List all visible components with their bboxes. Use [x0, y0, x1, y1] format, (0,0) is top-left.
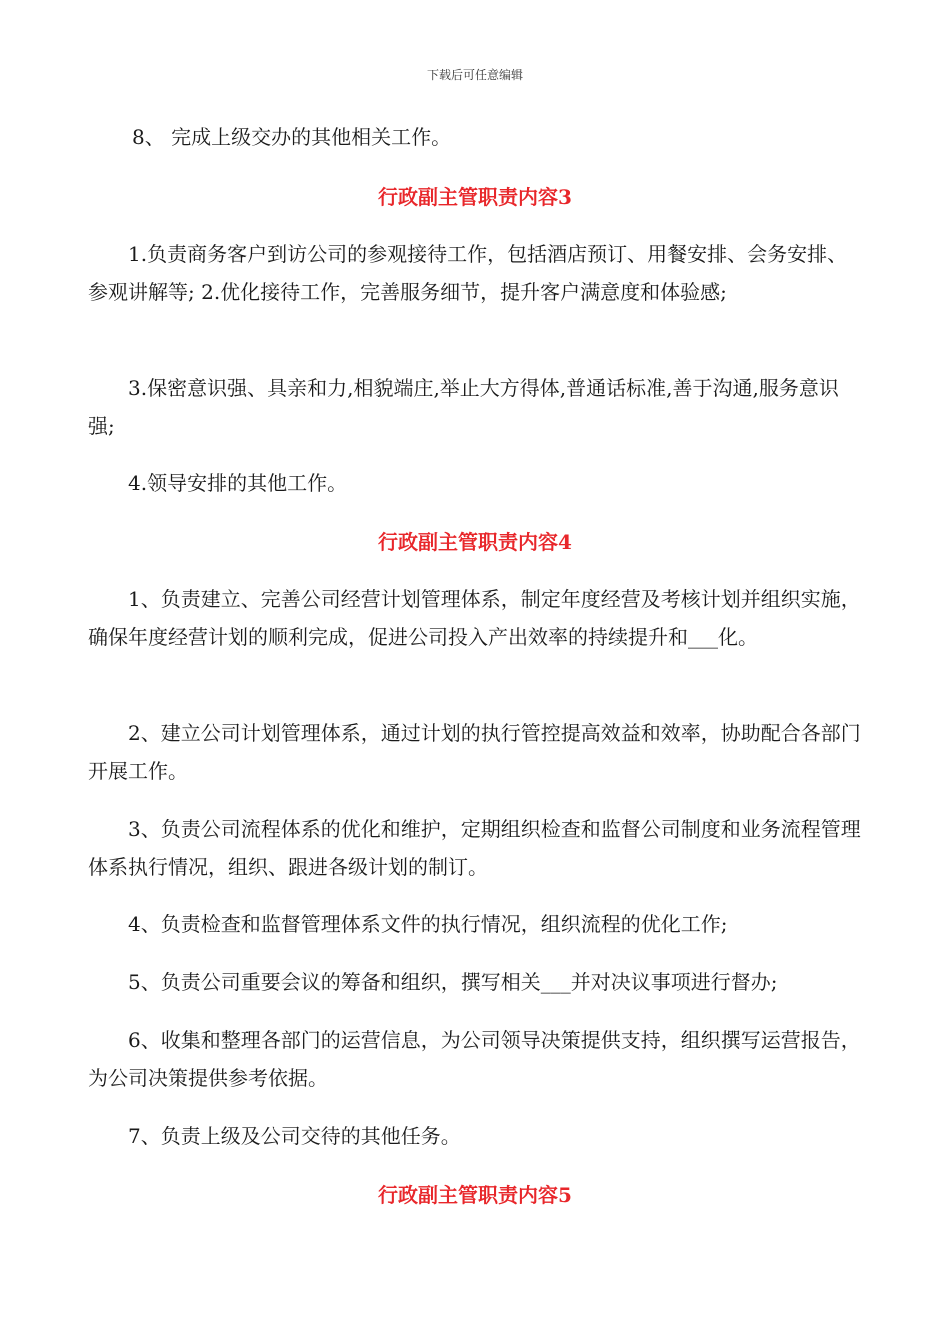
paragraph: 4.领导安排的其他工作。	[128, 471, 348, 495]
section-heading: 行政副主管职责内容4	[378, 530, 572, 554]
paragraph: 7、负责上级及公司交待的其他任务。	[128, 1124, 461, 1148]
paragraph: 3.保密意识强、具亲和力,相貌端庄,举止大方得体,普通话标准,善于沟通,服务意识强;	[88, 376, 839, 438]
paragraph: 3、负责公司流程体系的优化和维护，定期组织检查和监督公司制度和业务流程管理体系执行情况，组织、跟进各级计划的制订。	[88, 817, 861, 879]
paragraph: 6、收集和整理各部门的运营信息，为公司领导决策提供支持，组织撰写运营报告，为公司决策提供参考依据。	[88, 1028, 861, 1090]
paragraph: 2、建立公司计划管理体系，通过计划的执行管控提高效益和效率，协助配合各部门开展工作。	[88, 721, 861, 783]
page-header: 下载后可任意编辑	[426, 68, 523, 82]
paragraph: 5、负责公司重要会议的筹备和组织，撰写相关___并对决议事项进行督办;	[128, 970, 778, 994]
section-heading: 行政副主管职责内容5	[378, 1183, 572, 1207]
section-heading: 行政副主管职责内容3	[378, 185, 572, 209]
paragraph: 1、负责建立、完善公司经营计划管理体系，制定年度经营及考核计划并组织实施，确保年度经营计划的顺利完成，促进公司投入产出效率的持续提升和___化。	[88, 587, 861, 649]
paragraph: 4、负责检查和监督管理体系文件的执行情况，组织流程的优化工作;	[128, 912, 728, 936]
paragraph: 8、 完成上级交办的其他相关工作。	[132, 125, 452, 149]
paragraph: 1.负责商务客户到访公司的参观接待工作，包括酒店预订、用餐安排、会务安排、参观讲解等; 2.优化接待工作，完善服务细节，提升客户满意度和体验感;	[88, 242, 848, 304]
